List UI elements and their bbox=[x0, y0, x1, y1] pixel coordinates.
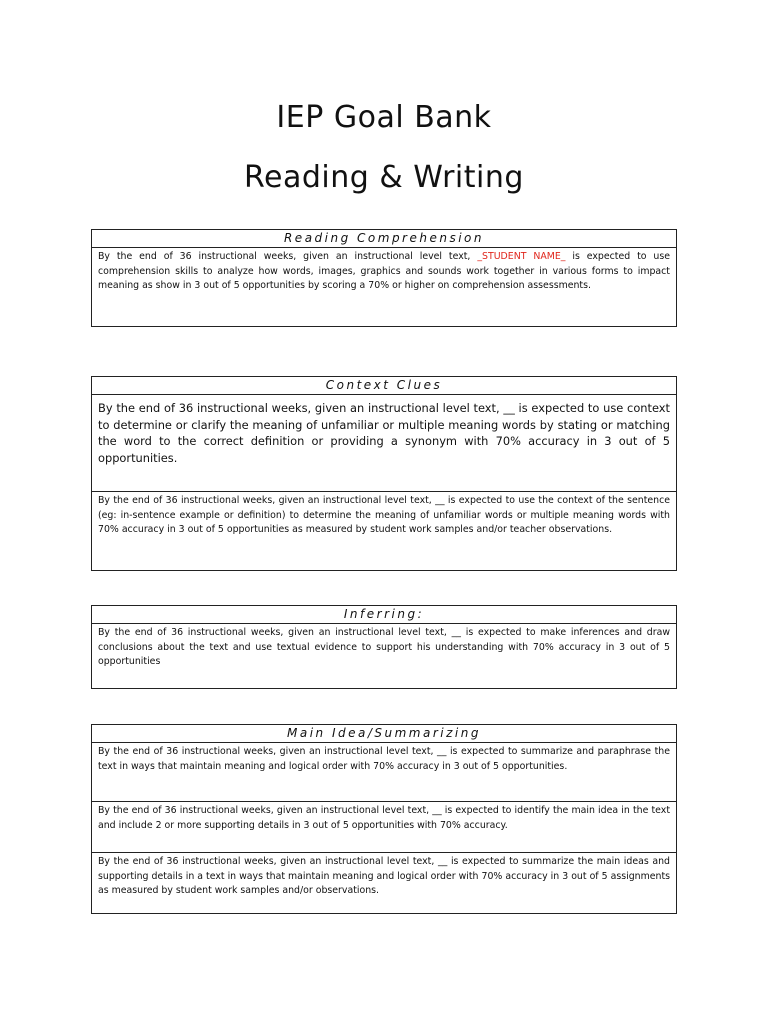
section-header: Context Clues bbox=[92, 377, 676, 395]
student-name-placeholder: _STUDENT NAME_ bbox=[477, 251, 566, 262]
goal-cell: By the end of 36 instructional weeks, given an instructional level text, __ is expected to make inferences and draw conclusions about the text and use textual evidence to support his understanding with 70% accuracy in 3 out of 5 opportunities bbox=[98, 627, 670, 667]
goal-text-after: is expected to use comprehension skills to analyze how words, images, graphics and sounds work together in various forms to impact meaning as show in 3 out of 5 opportunities by scoring a 70% or higher on comprehension assessments. bbox=[98, 251, 670, 291]
goal-cell: By the end of 36 instructional weeks, given an instructional level text, __ is expected to summarize and paraphrase the text in ways that maintain meaning and logical order with 70% accuracy in 3 out of 5 opportunities. bbox=[92, 743, 676, 802]
section-main-idea-summarizing bbox=[91, 724, 677, 914]
section-header: Inferring: bbox=[92, 606, 676, 624]
document-title bbox=[0, 88, 768, 208]
goal-cell: By the end of 36 instructional weeks, given an instructional level text, __ is expected to use context to determine or clarify the meaning of unfamiliar or multiple meaning words by stating or matching the word to the correct definition or providing a synonym with 70% accuracy in 3 out of 5 opportunities. bbox=[92, 395, 676, 492]
title-line-1: IEP Goal Bank bbox=[276, 100, 492, 135]
goal-cell: By the end of 36 instructional weeks, given an instructional level text, __ is expected to use the context of the sentence (eg: in-sentence example or definition) to determine the meaning of unfamiliar words or multiple meaning words with 70% accuracy in 3 out of 5 opportunities as measured by student work samples and/or teacher observations. bbox=[98, 495, 670, 535]
section-header: Reading Comprehension bbox=[92, 230, 676, 248]
goal-text-before: By the end of 36 instructional weeks, given an instructional level text, bbox=[98, 251, 478, 262]
section-header: Main Idea/Summarizing bbox=[92, 725, 676, 743]
section-reading-comprehension bbox=[91, 229, 677, 327]
section-inferring bbox=[91, 605, 677, 689]
goal-cell: By the end of 36 instructional weeks, given an instructional level text, __ is expected to identify the main idea in the text and include 2 or more supporting details in 3 out of 5 opportunities with 70% accuracy. bbox=[92, 802, 676, 853]
title-line-2: Reading & Writing bbox=[244, 160, 524, 195]
goal-cell: By the end of 36 instructional weeks, given an instructional level text, __ is expected to summarize the main ideas and supporting details in a text in ways that maintain meaning and logical order with 70% accuracy in 3 out of 5 assignments as measured by student work samples and/or observations. bbox=[98, 856, 670, 896]
section-context-clues bbox=[91, 376, 677, 571]
goal-cell bbox=[92, 248, 676, 326]
